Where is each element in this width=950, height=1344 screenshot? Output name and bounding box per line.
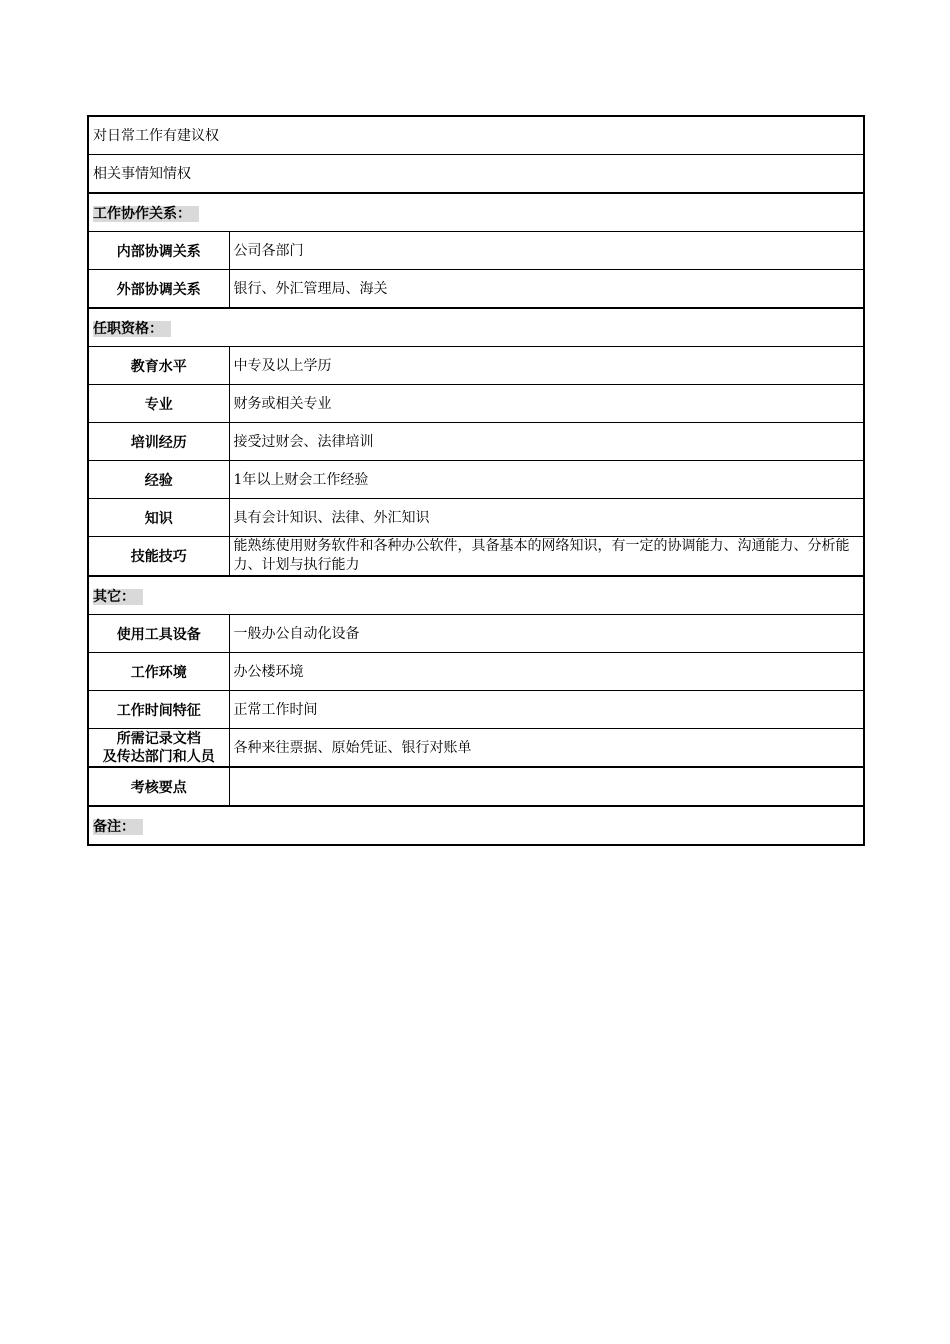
field-value: 财务或相关专业 bbox=[229, 385, 864, 423]
field-label: 使用工具设备 bbox=[88, 615, 229, 653]
field-value: 正常工作时间 bbox=[229, 691, 864, 729]
section-title: 备注： bbox=[93, 819, 143, 835]
field-value bbox=[229, 767, 864, 806]
field-value: 能熟练使用财务软件和各种办公软件，具备基本的网络知识，有一定的协调能力、沟通能力、分析能力、计划与执行能力 bbox=[229, 537, 864, 577]
rights-row-suggestion bbox=[88, 116, 864, 155]
field-label: 工作时间特征 bbox=[88, 691, 229, 729]
table-row bbox=[88, 423, 864, 461]
field-label: 知识 bbox=[88, 499, 229, 537]
field-value: 办公楼环境 bbox=[229, 653, 864, 691]
field-label: 教育水平 bbox=[88, 347, 229, 385]
field-label: 经验 bbox=[88, 461, 229, 499]
rights-row-informed bbox=[88, 155, 864, 194]
table-row bbox=[88, 347, 864, 385]
field-value: 银行、外汇管理局、海关 bbox=[229, 270, 864, 309]
field-value: 1年以上财会工作经验 bbox=[229, 461, 864, 499]
table-row bbox=[88, 270, 864, 309]
table-row bbox=[88, 691, 864, 729]
field-label bbox=[88, 729, 229, 768]
rights-item: 对日常工作有建议权 bbox=[88, 116, 864, 155]
field-label: 内部协调关系 bbox=[88, 232, 229, 270]
field-label: 外部协调关系 bbox=[88, 270, 229, 309]
table-row bbox=[88, 729, 864, 768]
field-value: 具有会计知识、法律、外汇知识 bbox=[229, 499, 864, 537]
field-label-line: 所需记录文档 bbox=[116, 730, 201, 747]
rights-item: 相关事情知情权 bbox=[88, 155, 864, 194]
table-row bbox=[88, 461, 864, 499]
section-remarks bbox=[88, 806, 864, 845]
field-value: 中专及以上学历 bbox=[229, 347, 864, 385]
table-row bbox=[88, 385, 864, 423]
field-value: 各种来往票据、原始凭证、银行对账单 bbox=[229, 729, 864, 768]
section-title: 任职资格： bbox=[93, 321, 171, 337]
section-title: 其它： bbox=[93, 589, 143, 605]
field-label: 专业 bbox=[88, 385, 229, 423]
field-value: 一般办公自动化设备 bbox=[229, 615, 864, 653]
section-qualifications bbox=[88, 308, 864, 347]
field-label: 培训经历 bbox=[88, 423, 229, 461]
field-label: 考核要点 bbox=[88, 767, 229, 806]
field-label-line: 及传达部门和人员 bbox=[102, 748, 215, 765]
field-value: 接受过财会、法律培训 bbox=[229, 423, 864, 461]
field-value: 公司各部门 bbox=[229, 232, 864, 270]
section-other bbox=[88, 576, 864, 615]
table-row bbox=[88, 537, 864, 577]
section-collaboration bbox=[88, 193, 864, 232]
table-row bbox=[88, 499, 864, 537]
field-label: 工作环境 bbox=[88, 653, 229, 691]
job-description-table bbox=[87, 115, 865, 846]
table-row bbox=[88, 615, 864, 653]
table-row bbox=[88, 653, 864, 691]
section-title: 工作协作关系： bbox=[93, 206, 199, 222]
table-row bbox=[88, 232, 864, 270]
table-row bbox=[88, 767, 864, 806]
field-label: 技能技巧 bbox=[88, 537, 229, 577]
